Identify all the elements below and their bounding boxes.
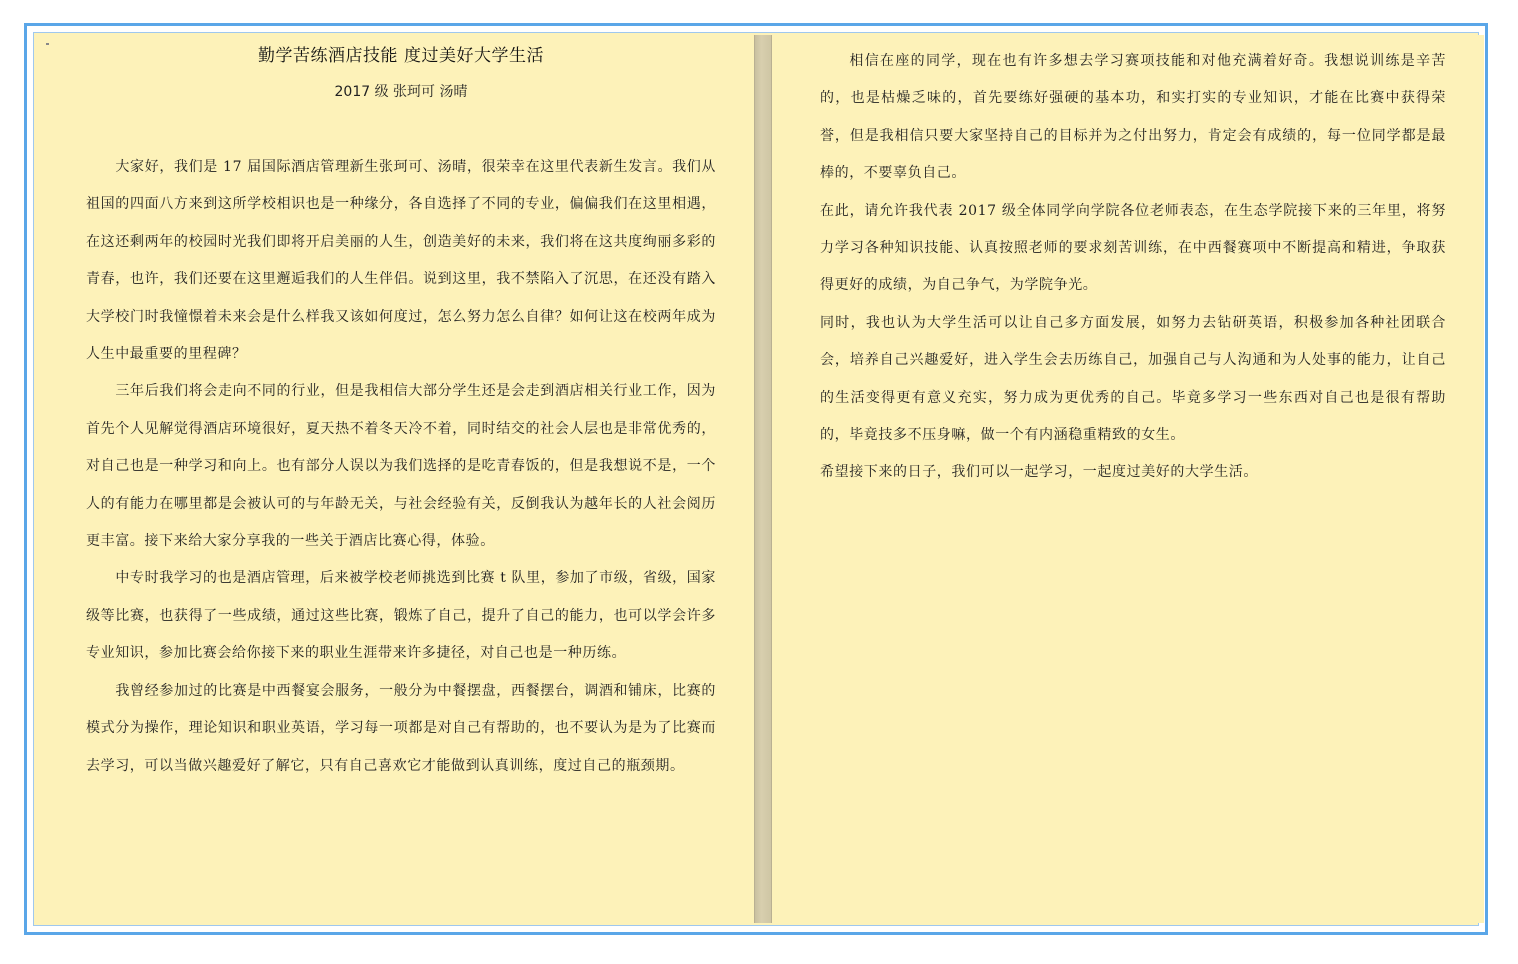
document-authors: 2017 级 张珂可 汤晴 <box>334 84 468 100</box>
paragraph: 同时，我也认为大学生活可以让自己多方面发展，如努力去钻研英语，积极参加各种社团联合会，培养自己兴趣爱好，进入学生会去历练自己，加强自己与人沟通和为人处事的能力，让自己的生活变得更有意义充实，努力成为更优秀的自己。毕竟多学习一些东西对自己也是很有帮助的，毕竟技多不压身嘛，做一个有内涵稳重精致的女生。 <box>820 314 1446 444</box>
paragraph: 相信在座的同学，现在也有许多想去学习赛项技能和对他充满着好奇。我想说训练是辛苦的，也是枯燥乏味的，首先要练好强硬的基本功，和实打实的专业知识，才能在比赛中获得荣誉，但是我相信只要大家坚持自己的目标并为之付出努力，肯定会有成绩的，每一位同学都是最棒的，不要辜负自己。 <box>820 53 1446 182</box>
paragraph: 三年后我们将会走向不同的行业，但是我相信大部分学生还是会走到酒店相关行业工作，因为首先个人见解觉得酒店环境很好，夏天热不着冬天冷不着，同时结交的社会人层也是非常优秀的，对自己也是一种学习和向上。也有部分人误以为我们选择的是吃青春饭的，但是我想说不是，一个人的有能力在哪里都是会被认可的与年龄无关，与社会经验有关，反倒我认为越年长的人社会阅历更丰富。接下来给大家分享我的一些关于酒店比赛心得，体验。 <box>86 383 716 550</box>
paragraph: 在此，请允许我代表 2017 级全体同学向学院各位老师表态，在生态学院接下来的三年里，将努力学习各种知识技能、认真按照老师的要求刻苦训练，在中西餐赛项中不断提高和精进，争取获得更好的成绩，为自己争气，为学院争光。 <box>820 202 1446 294</box>
paragraph: 希望接下来的日子，我们可以一起学习，一起度过美好的大学生活。 <box>820 464 1258 481</box>
document-viewer <box>33 32 1479 926</box>
paragraph: 中专时我学习的也是酒店管理，后来被学校老师挑选到比赛 t 队里，参加了市级，省级，国家级等比赛，也获得了一些成绩，通过这些比赛，锻炼了自己，提升了自己的能力，也可以学会许多专业知识，参加比赛会给你接下来的职业生涯带来许多捷径，对自己也是一种历练。 <box>86 570 716 662</box>
left-page <box>38 35 754 923</box>
page-gutter <box>754 35 772 923</box>
document-frame <box>24 23 1488 935</box>
right-page <box>772 35 1484 923</box>
corner-mark <box>46 43 49 45</box>
paragraph: 大家好，我们是 17 届国际酒店管理新生张珂可、汤晴，很荣幸在这里代表新生发言。我们从祖国的四面八方来到这所学校相识也是一种缘分，各自选择了不同的专业，偏偏我们在这里相遇，在这还剩两年的校园时光我们即将开启美丽的人生，创造美好的未来，我们将在这共度绚丽多彩的青春，也许，我们还要在这里邂逅我们的人生伴侣。说到这里，我不禁陷入了沉思，在还没有踏入大学校门时我憧憬着未来会是什么样我又该如何度过，怎么努力怎么自律？如何让这在校两年成为人生中最重要的里程碑？ <box>86 159 716 363</box>
document-title: 勤学苦练酒店技能 度过美好大学生活 <box>258 46 544 66</box>
paragraph: 我曾经参加过的比赛是中西餐宴会服务，一般分为中餐摆盘，西餐摆台，调酒和铺床，比赛的模式分为操作，理论知识和职业英语，学习每一项都是对自己有帮助的，也不要认为是为了比赛而去学习，可以当做兴趣爱好了解它，只有自己喜欢它才能做到认真训练，度过自己的瓶颈期。 <box>86 682 716 774</box>
